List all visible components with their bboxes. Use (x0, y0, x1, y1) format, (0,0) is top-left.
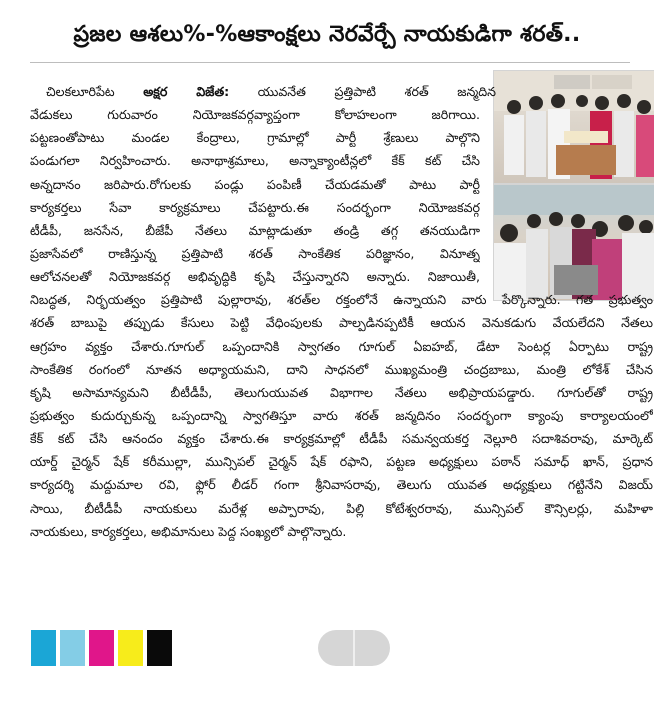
paragraph-line: యార్డ్ చైర్మన్ షేక్ కరీముల్లా, మున్సిపల్ చైర్మన్ షేక్ రఫాని, పట్టణ అధ్యక్షులు పఠాన్ సమాధ్ ఖాన్, ప్రధాన (30, 454, 653, 470)
paragraph-line: పండుగలా నిర్వహించారు. అనాథాశ్రమాలు, అన్నాక్యాంటీన్లలో కేక్ కట్ చేసి (30, 153, 480, 169)
paragraph-line: పట్టణంతోపాటు మండల కేంద్రాలు, గ్రామాల్లో పార్టీ శ్రేణులు పాల్గొని (30, 130, 480, 146)
paragraph-line: సాయి, బీటీడీపీ నాయకులు మరేళ్ల అప్పారావు, పిల్లి కోటేశ్వరరావు, మున్సిపల్ కౌన్సిలర్లు, మహిళా (30, 500, 653, 516)
paragraph-line: కేక్ కట్ చేసి ఆనందం వ్యక్తం చేశారు.ఈ కార్యక్రమాల్లో టీడీపీ సమన్వయకర్త నెల్లూరి సదాశివరావు, మార్కెట్ (30, 431, 653, 447)
paragraph-line: సాంకేతిక రంగంలో నూతన అధ్యాయమని, దాని సాధనలో ముఖ్యమంత్రి చంద్రబాబు, మంత్రి లోకేశ్ చేసిన (30, 361, 653, 377)
registration-mark (318, 630, 390, 666)
paragraph-line: నిబద్ధత, నిర్భయత్వం ప్రత్తిపాటి పుల్లారావు, శరత్‌ల రక్తంలోనే ఉన్నాయని వారు పేర్కొన్నారు. గత ప్రభుత్వం (30, 292, 653, 308)
swatch-magenta (89, 630, 114, 666)
dateline-place: చిలకలూరిపేట (46, 84, 115, 99)
paragraph-line: అన్నదానం జరిపారు.రోగులకు పండ్లు పంపిణీ చేయడమతో పాటు పార్టీ (30, 176, 480, 192)
paragraph-line: ఆగ్రహం వ్యక్తం చేశారు.గూగుల్ ఒప్పందానికి స్వాగతం గూగుల్ ఏఐహబ్, డేటా సెంటర్ల ఏర్పాటు రాష్ట్ర (30, 338, 653, 354)
paragraph-line: వేడుకలు గురువారం నియోజకవర్గవ్యాప్తంగా కోలాహలంగా జరిగాయి. (30, 107, 480, 123)
swatch-black (147, 630, 172, 666)
swatch-cyan (31, 630, 56, 666)
paragraph-line: నాయకులు, కార్యకర్తలు, అభిమానులు పెద్ద సంఖ్యలో పాల్గొన్నారు. (30, 523, 347, 539)
paragraph-line: శరత్ బాబుపై తప్పుడు కేసులు పెట్టి వేధింపులకు పాల్పడినప్పటికీ ఆయన వెనుకడుగు వేయలేదని నేతలు (30, 315, 653, 331)
headline: ప్రజల ఆశలు%-%ఆకాంక్షలు నెరవేర్చే నాయకుడిగా శరత్.. (73, 22, 581, 47)
paragraph-line: ఆలోచనలతో నియోజకవర్గ అభివృద్ధికి కృషి చేస్తున్నారని అన్నారు. నిజాయితీ, (30, 269, 480, 285)
article-body (30, 80, 653, 543)
line-text: యువనేత ప్రత్తిపాటి శరత్ జన్మదిన (257, 84, 496, 99)
paragraph-line: కృషి అసామాన్యమని బీటీడీపీ, తెలుగుయువత విభాగాల నేతలు అభిప్రాయపడ్డారు. గూగుల్‌తో రాష్ట్ర (30, 384, 653, 400)
paragraph-line: ప్రజాసేవలో రాణిస్తున్న ప్రత్తిపాటి శరత్ సాంకేతిక పరిజ్ఞానం, వినూత్న (30, 245, 480, 261)
paragraph-line: కార్యదర్శి మద్దుమాల రవి, ఫ్లోర్ లీడర్ గంగా శ్రీనివాసరావు, తెలుగు యువత అధ్యక్షులు గట్టినేని విజయ్ (30, 477, 653, 493)
paragraph-line: కార్యకర్తలు సేవా కార్యక్రమాలు చేపట్టారు.ఈ సందర్భంగా నియోజకవర్గ (30, 199, 480, 215)
paragraph-line: టీడీపీ, జనసేన, బీజేపీ నేతలు మాట్లాడుతూ తండ్రి తగ్గ తనయుడిగా (30, 222, 480, 238)
paragraph-line: ప్రభుత్వం కుదుర్చుకున్న ఒప్పందాన్ని స్వాగతిస్తూ వారు శరత్ జన్మదినం సందర్భంగా క్యాంపు కార్యాలయంలో (30, 407, 653, 423)
swatch-light-cyan (60, 630, 85, 666)
swatch-yellow (118, 630, 143, 666)
reporter-credit: అక్షర విజేత: (143, 84, 230, 99)
headline-rule (30, 62, 630, 63)
paragraph-line (30, 80, 496, 103)
